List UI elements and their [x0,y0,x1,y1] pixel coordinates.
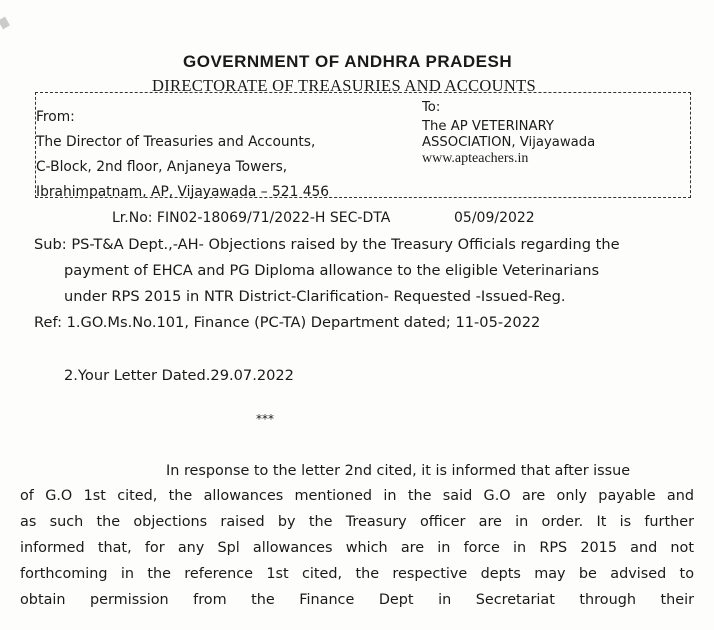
to-label: To: [422,100,441,115]
directorate-heading: DIRECTORATE OF TREASURIES AND ACCOUNTS [152,76,536,95]
from-line-1: The Director of Treasuries and Accounts, [36,134,316,150]
to-line-2: ASSOCIATION, Vijayawada [422,135,596,150]
body-line-3: as such the objections raised by the Treasury officer are in order. It is further [20,514,694,530]
reference-1: Ref: 1.GO.Ms.No.101, Finance (PC-TA) Department dated; 11-05-2022 [34,314,541,331]
body-line-5: forthcoming in the reference 1st cited, the respective depts may be advised to [20,566,694,582]
subject-line-2: payment of EHCA and PG Diploma allowance to the eligible Veterinarians [64,262,600,279]
subject-line-3: under RPS 2015 in NTR District-Clarification- Requested -Issued-Reg. [64,288,566,305]
from-line-2: C-Block, 2nd floor, Anjaneya Towers, [36,159,288,175]
letter-date: 05/09/2022 [454,210,535,226]
letter-number: Lr.No: FIN02-18069/71/2022-H SEC-DTA [112,210,391,226]
from-line-3: Ibrahimpatnam, AP, Vijayawada – 521 456 [36,184,330,200]
body-line-1: In response to the letter 2nd cited, it is informed that after issue [166,463,631,479]
subject-line-1: Sub: PS-T&A Dept.,-AH- Objections raised by the Treasury Officials regarding the [34,236,620,253]
from-label: From: [36,109,75,125]
body-line-6: obtain permission from the Finance Dept in Secretariat through their [20,592,694,608]
body-line-2: of G.O 1st cited, the allowances mentioned in the said G.O are only payable and [20,488,694,504]
to-line-1: The AP VETERINARY [422,119,554,134]
to-website: www.apteachers.in [422,151,529,166]
separator-stars: *** [256,412,274,426]
body-line-4: informed that, for any Spl allowances which are in force in RPS 2015 and not [20,540,694,556]
reference-2: 2.Your Letter Dated.29.07.2022 [64,367,294,384]
page-corner-mark [0,17,10,30]
government-heading: GOVERNMENT OF ANDHRA PRADESH [183,52,513,71]
